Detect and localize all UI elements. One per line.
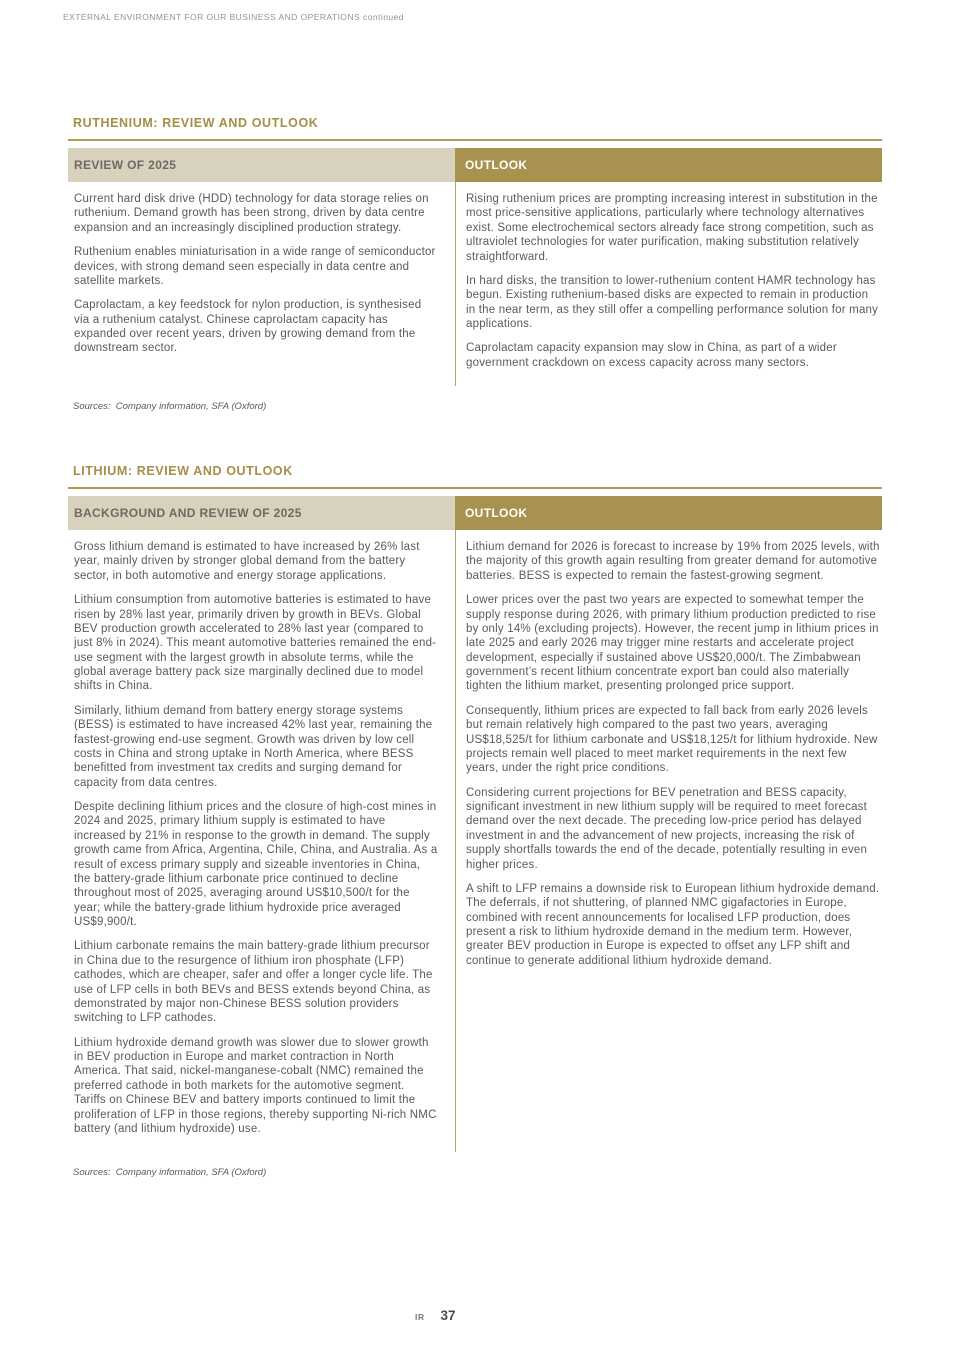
section-rule bbox=[68, 139, 882, 141]
paragraph: Lithium demand for 2026 is forecast to increase by 19% from 2025 levels, with the majority of this growth again resulting from greater demand for automotive batteries. BESS is expected to remain the fastest-growing segment. bbox=[466, 541, 880, 582]
paragraph: Rising ruthenium prices are prompting increasing interest in substitution in the most price-sensitive applications, particularly where technology alternatives exist. Some electrochemical sectors already face strong competition, such as ultraviolet technologies for water purification, making substitution relatively straightforward. bbox=[466, 193, 878, 263]
page-footer bbox=[415, 1308, 456, 1323]
ruthenium-review-body bbox=[68, 182, 455, 386]
section-rule bbox=[68, 487, 882, 489]
footer-ir-label: IR bbox=[415, 1312, 425, 1322]
ruthenium-outlook-column bbox=[455, 148, 882, 386]
paragraph: Caprolactam, a key feedstock for nylon production, is synthesised via a ruthenium catalyst. Chinese caprolactam capacity has expanded over recent years, driven by growing demand from the downstream sector. bbox=[74, 299, 422, 355]
paragraph: Lithium consumption from automotive batteries is estimated to have risen by 28% last year, primarily driven by growth in BEVs. Global BEV production growth accelerated to 28% last year (compared to just 8% in 2024). This meant automotive batteries remained the end-use segment with the largest growth in absolute terms, while the global average battery pack size marginally declined due to model shifts in China. bbox=[74, 594, 437, 693]
lithium-outlook-body bbox=[455, 530, 882, 1152]
lithium-background-header: BACKGROUND AND REVIEW OF 2025 bbox=[68, 496, 455, 530]
paragraph: Ruthenium enables miniaturisation in a wide range of semiconductor devices, with strong demand seen especially in data centre and satellite markets. bbox=[74, 246, 436, 287]
lithium-columns bbox=[68, 496, 882, 1152]
lithium-section-title: LITHIUM: REVIEW AND OUTLOOK bbox=[73, 464, 293, 478]
ruthenium-review-column bbox=[68, 148, 455, 386]
paragraph: Lower prices over the past two years are expected to somewhat temper the supply response during 2026, with primary lithium production predicted to rise by only 14% (excluding projects). However, the recent jump in lithium prices in late 2025 and early 2026 may trigger mine restarts and accelerate project development, especially if sustained above US$20,000/t. The Zimbabwean government’s recent lithium concentrate export ban could also materially tighten the lithium market, presenting prolonged price support. bbox=[466, 594, 879, 693]
lithium-outlook-column bbox=[455, 496, 882, 1152]
paragraph: Current hard disk drive (HDD) technology for data storage relies on ruthenium. Demand growth has been strong, driven by data centre expansion and an increasingly disciplined production strategy. bbox=[74, 193, 429, 234]
paragraph: Lithium carbonate remains the main battery-grade lithium precursor in China due to the resurgence of lithium iron phosphate (LFP) cathodes, which are cheaper, safer and offer a longer cycle life. The use of LFP cells in both BEVs and BESS extends beyond China, as demonstrated by major non-Chinese BESS solution providers switching to LFP cathodes. bbox=[74, 940, 433, 1025]
lithium-section bbox=[68, 464, 882, 1178]
lithium-background-column bbox=[68, 496, 455, 1152]
paragraph: Caprolactam capacity expansion may slow in China, as part of a wider government crackdown on excess capacity across many sectors. bbox=[466, 342, 837, 369]
ruthenium-section bbox=[68, 116, 882, 412]
paragraph: In hard disks, the transition to lower-ruthenium content HAMR technology has begun. Existing ruthenium-based disks are expected to remain in production in the near term, as they still offer a compelling performance solution for many applications. bbox=[466, 274, 879, 330]
paragraph: Similarly, lithium demand from battery energy storage systems (BESS) is estimated to have increased 42% last year, remaining the fastest-growing end-use segment. Growth was driven by low cell costs in China and strong uptake in North America, where BESS benefitted from investment tax credits and surging demand for capacity from data centres. bbox=[74, 704, 433, 789]
ruthenium-columns bbox=[68, 148, 882, 386]
paragraph: Despite declining lithium prices and the closure of high-cost mines in 2024 and 2025, primary lithium supply is estimated to have increased by 21% in response to the growth in demand. The supply growth came from Africa, Argentina, Chile, China, and Australia. As a result of excess primary supply and sizeable inventories in China, the battery-grade lithium carbonate price continued to decline throughout most of 2025, averaging around US$10,500/t for the year; while the battery-grade lithium hydroxide price averaged US$9,900/t. bbox=[74, 801, 438, 928]
ruthenium-review-header: REVIEW OF 2025 bbox=[68, 148, 455, 182]
ruthenium-sources: Sources: Company information, SFA (Oxford) bbox=[73, 401, 267, 413]
ruthenium-section-title: RUTHENIUM: REVIEW AND OUTLOOK bbox=[73, 116, 319, 130]
lithium-outlook-header: OUTLOOK bbox=[455, 496, 882, 530]
paragraph: A shift to LFP remains a downside risk to European lithium hydroxide demand. The deferrals, if not shuttering, of planned NMC gigafactories in Europe, combined with recent announcements for localised LFP production, does present a risk to lithium hydroxide demand in the medium term. However, greater BEV production in Europe is expected to offset any LFP shift and continue to generate additional lithium hydroxide demand. bbox=[466, 882, 880, 967]
lithium-background-body bbox=[68, 530, 455, 1152]
paragraph: Considering current projections for BEV penetration and BESS capacity, significant investment in new lithium supply will be required to meet forecast demand over the next decade. The preceding low-price period has delayed investment in and the advancement of new projects, increasing the risk of supply shortfalls towards the end of the decade, potentially resulting in even higher prices. bbox=[466, 786, 868, 871]
footer-page-number: 37 bbox=[440, 1308, 456, 1323]
paragraph: Lithium hydroxide demand growth was slower due to slower growth in BEV production in Europe and market contraction in North America. That said, nickel-manganese-cobalt (NMC) remained the preferred cathode in both markets for the automotive segment. Tariffs on Chinese BEV and battery imports continued to limit the proliferation of LFP in those regions, thereby supporting Ni-rich NMC battery (and lithium hydroxide) use. bbox=[74, 1036, 437, 1135]
ruthenium-outlook-header: OUTLOOK bbox=[455, 148, 882, 182]
paragraph: Consequently, lithium prices are expected to fall back from early 2026 levels but remain relatively high compared to the past two years, averaging US$18,525/t for lithium carbonate and US$18,125/t for lithium hydroxide. New projects remain well placed to meet market requirements in the next few years, under the right price conditions. bbox=[466, 704, 878, 775]
lithium-sources: Sources: Company information, SFA (Oxford) bbox=[73, 1167, 267, 1179]
paragraph: Gross lithium demand is estimated to have increased by 26% last year, mainly driven by stronger global demand from the battery sector, in both automotive and energy storage applications. bbox=[74, 541, 420, 582]
ruthenium-outlook-body bbox=[455, 182, 882, 386]
running-head: EXTERNAL ENVIRONMENT FOR OUR BUSINESS AND OPERATIONS continued bbox=[63, 12, 404, 22]
